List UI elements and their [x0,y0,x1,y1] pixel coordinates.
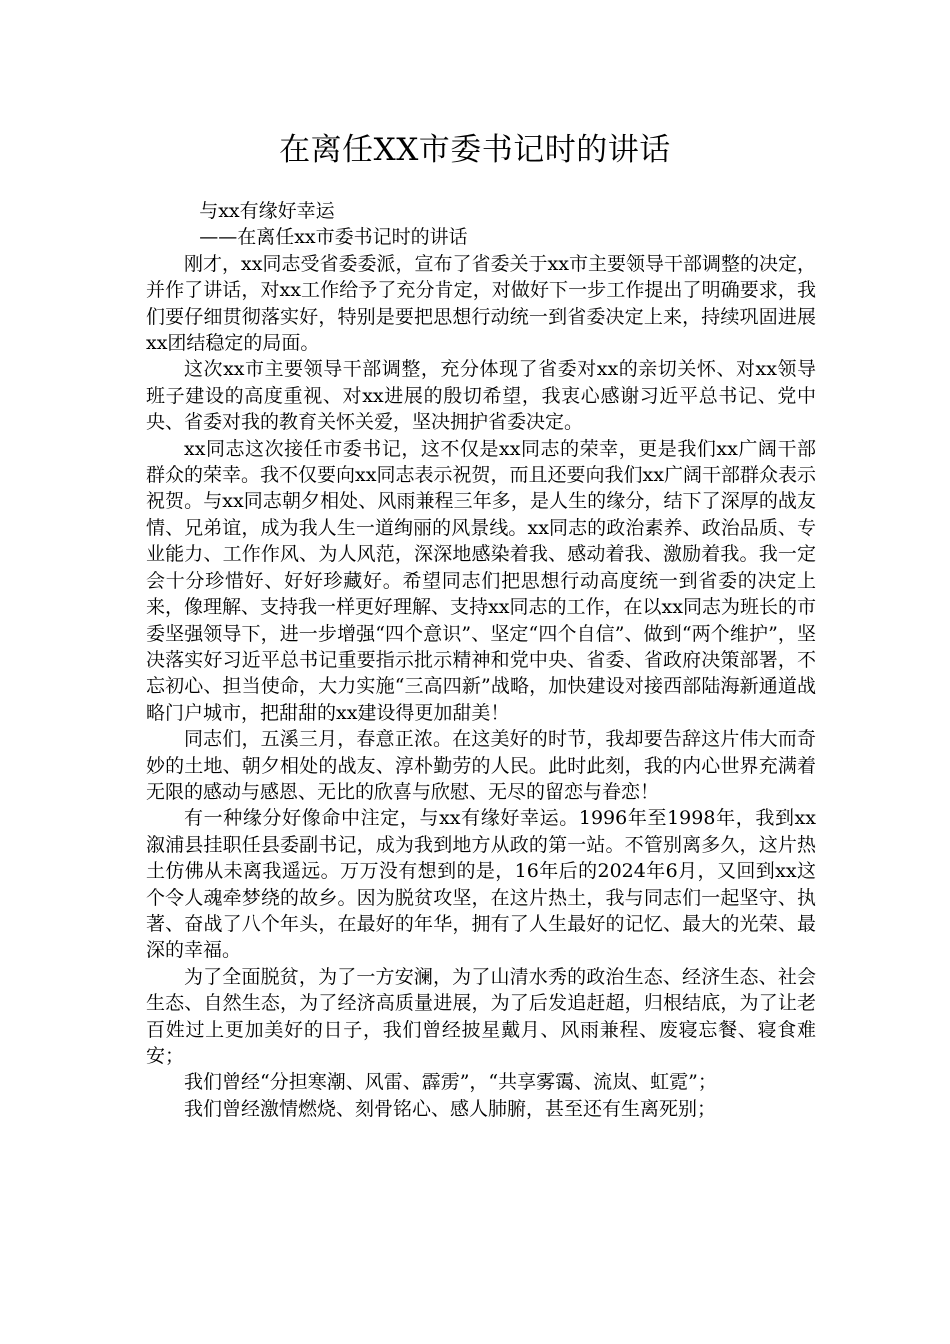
body-paragraph: 同志们，五溪三月，春意正浓。在这美好的时节，我却要告辞这片伟大而奇妙的土地、朝夕相处的战友、淳朴勤劳的人民。此时此刻，我的内心世界充满着无限的感动与感恩、无比的欣喜与欣慰、无尽的留恋与眷恋！ [146,728,816,803]
subtitle-line: 与xx有缘好幸运 [199,200,335,222]
body-paragraph: 为了全面脱贫，为了一方安澜，为了山清水秀的政治生态、经济生态、社会生态、自然生态，为了经济高质量进展，为了后发追赶超，归根结底，为了让老百姓过上更加美好的日子，我们曾经披星戴月、风雨兼程、废寝忘餐、寝食难安； [146,965,816,1067]
body-paragraph: 有一种缘分好像命中注定，与xx有缘好幸运。1996年至1998年，我到xx溆浦县挂职任县委副书记，成为我到地方从政的第一站。不管别离多久，这片热土仿佛从未离我遥远。万万没有想到的是，16年后的2024年6月，又回到xx这个令人魂牵梦绕的故乡。因为脱贫攻坚，在这片热土，我与同志们一起坚守、执著、奋战了八个年头，在最好的年华，拥有了人生最好的记忆、最大的光荣、最深的幸福。 [146,807,816,962]
document-title: 在离任XX市委书记时的讲话 [279,132,671,168]
body-paragraph: xx同志这次接任市委书记，这不仅是xx同志的荣幸，更是我们xx广阔干部群众的荣幸。我不仅要向xx同志表示祝贺，而且还要向我们xx广阔干部群众表示祝贺。与xx同志朝夕相处、风雨兼程三年多，是人生的缘分，结下了深厚的战友情、兄弟谊，成为我人生一道绚丽的风景线。xx同志的政治素养、政治品质、专业能力、工作作风、为人风范，深深地感染着我、感动着我、激励着我。我一定会十分珍惜好、好好珍藏好。希望同志们把思想行动高度统一到省委的决定上来，像理解、支持我一样更好理解、支持xx同志的工作，在以xx同志为班长的市委坚强领导下，进一步增强“四个意识”、坚定“四个自信”、做到“两个维护”，坚决落实好习近平总书记重要指示批示精神和党中央、省委、省政府决策部署，不忘初心、担当使命，大力实施“三高四新”战略，加快建设对接西部陆海新通道战略门户城市，把甜甜的xx建设得更加甜美！ [146,437,816,724]
body-paragraph: 这次xx市主要领导干部调整，充分体现了省委对xx的亲切关怀、对xx领导班子建设的高度重视、对xx进展的殷切希望，我衷心感谢习近平总书记、党中央、省委对我的教育关怀关爱，坚决拥护省委决定。 [146,358,816,434]
body-paragraph: 我们曾经“分担寒潮、风雷、霹雳”，“共享雾霭、流岚、虹霓”； [184,1071,717,1094]
body-paragraph: 刚才，xx同志受省委委派，宣布了省委关于xx市主要领导干部调整的决定，并作了讲话，对xx工作给予了充分肯定，对做好下一步工作提出了明确要求，我们要仔细贯彻落实好，特别是要把思想行动统一到省委决定上来，持续巩固进展xx团结稳定的局面。 [146,252,816,355]
document-body [146,198,816,1122]
subtitle-line: ——在离任xx市委书记时的讲话 [199,226,468,249]
body-paragraph: 我们曾经激情燃烧、刻骨铭心、感人肺腑，甚至还有生离死别； [184,1097,717,1120]
